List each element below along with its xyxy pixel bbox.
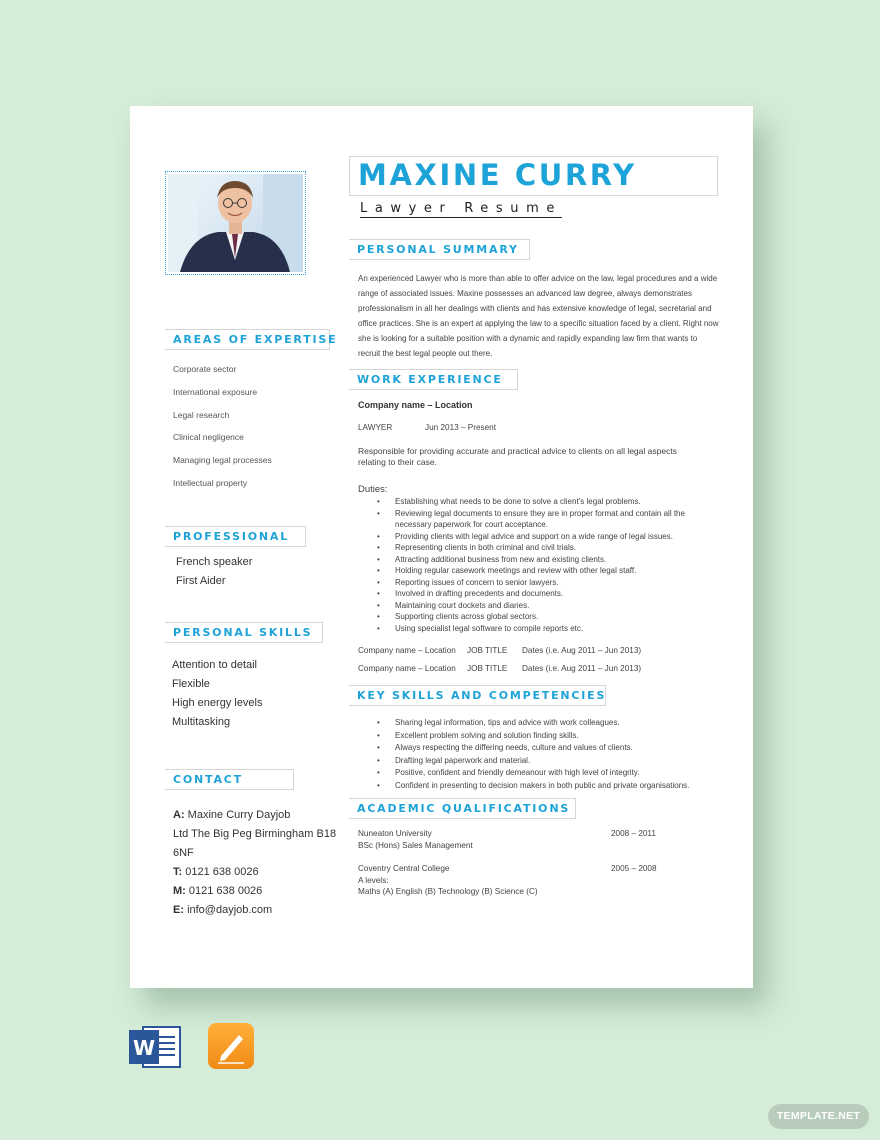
- list-item: • Sharing legal information, tips and advice with work colleagues.: [358, 717, 718, 730]
- other-job-dates: Dates (i.e. Aug 2011 – Jun 2013): [522, 664, 642, 673]
- key-skills-list: [358, 717, 718, 793]
- personal-skills-list: [172, 658, 263, 734]
- profile-photo-frame: [165, 171, 306, 275]
- tel-value: 0121 638 0026: [185, 866, 259, 878]
- list-item: • Attracting additional business from new and existing clients.: [358, 554, 708, 566]
- list-item: Multitasking: [172, 716, 231, 728]
- work-company: Company name – Location: [358, 400, 473, 410]
- work-responsibility: Responsible for providing accurate and practical advice to clients on all legal aspects relating to their case.: [358, 446, 677, 467]
- personal-summary-text: An experienced Lawyer who is more than able to offer advice on the law, legal procedures and a wide range of associated issues. Maxine possesses an advanced law degree, always demonstrates professionalism in all her dealings with clients and has extensive knowledge of legal, secretarial and office practices. She is an expert at applying the law to a specific situation faced by a client. Right now she is looking for a suitable position with a dynamic and rapidly expanding law firm that wants to recruit the best legal people out there.: [358, 274, 719, 358]
- resume-page: [130, 106, 753, 988]
- list-item: Attention to detail: [172, 659, 258, 671]
- list-item: • Reviewing legal documents to ensure they are in proper format and contain all the necessary paperwork for court acceptance.: [358, 508, 708, 531]
- list-item: Legal research: [173, 409, 230, 420]
- list-item: • Excellent problem solving and solution finding skills.: [358, 730, 718, 743]
- contact-details: [173, 806, 343, 920]
- list-item: • Involved in drafting precedents and documents.: [358, 588, 708, 600]
- svg-text:W: W: [132, 1036, 156, 1060]
- list-item: French speaker: [176, 556, 253, 568]
- list-item: Managing legal processes: [173, 455, 272, 466]
- list-item: • Representing clients in both criminal and civil trials.: [358, 542, 708, 554]
- list-item: International exposure: [173, 386, 258, 397]
- work-experience-heading: WORK EXPERIENCE: [349, 369, 518, 390]
- list-item: Flexible: [172, 678, 210, 690]
- duties-list: [358, 496, 708, 634]
- pages-icon[interactable]: [208, 1023, 254, 1069]
- areas-of-expertise-heading: AREAS OF EXPERTISE: [165, 329, 330, 350]
- pen-icon: [208, 1023, 254, 1069]
- list-item: Clinical negligence: [173, 432, 244, 443]
- address-line-3: 6NF: [173, 847, 194, 859]
- school-dates: 2005 – 2008: [611, 864, 657, 873]
- mobile-label: M:: [173, 885, 186, 897]
- duties-label: Duties:: [358, 484, 388, 495]
- professional-list: [176, 555, 252, 593]
- list-item: • Always respecting the differing needs, culture and values of clients.: [358, 742, 718, 755]
- template-net-badge[interactable]: TEMPLATE.NET: [768, 1104, 869, 1129]
- school-detail: BSc (Hons) Sales Management: [358, 841, 473, 850]
- list-item: • Drafting legal paperwork and material.: [358, 755, 718, 768]
- list-item: • Using specialist legal software to compile reports etc.: [358, 623, 708, 635]
- list-item: • Providing clients with legal advice and support on a wide range of legal issues.: [358, 531, 708, 543]
- word-icon[interactable]: [129, 1025, 181, 1069]
- resume-subtitle: Lawyer Resume: [360, 201, 562, 216]
- other-job-row-clipped: [358, 664, 718, 673]
- other-job-title: JOB TITLE: [467, 664, 508, 673]
- school-detail-2: Maths (A) English (B) Technology (B) Science (C): [358, 887, 538, 896]
- other-job-company: Company name – Location: [358, 664, 456, 673]
- other-job-dates: Dates (i.e. Aug 2011 – Jun 2013): [522, 646, 642, 655]
- profile-photo: [168, 174, 303, 272]
- list-item: • Holding regular casework meetings and review with other legal staff.: [358, 565, 708, 577]
- mobile-value: 0121 638 0026: [188, 885, 263, 897]
- work-dates: Jun 2013 – Present: [425, 423, 497, 432]
- address-label: A:: [173, 809, 185, 821]
- list-item: • Supporting clients across global sectors.: [358, 611, 708, 623]
- list-item: • Reporting issues of concern to senior lawyers.: [358, 577, 708, 589]
- academic-qualifications-heading: ACADEMIC QUALIFICATIONS: [349, 798, 576, 819]
- person-illustration: [168, 174, 303, 272]
- email-label: E:: [173, 904, 184, 916]
- list-item: First Aider: [176, 575, 226, 587]
- key-skills-heading: KEY SKILLS AND COMPETENCIES: [349, 685, 606, 706]
- work-role: LAWYER: [358, 423, 393, 432]
- list-item: • Confident in presenting to decision makers in both public and private organisations.: [358, 780, 718, 793]
- list-item: • Establishing what needs to be done to solve a client’s legal problems.: [358, 496, 708, 508]
- school-name: Nuneaton University: [358, 829, 432, 838]
- list-item: Intellectual property: [173, 477, 248, 488]
- list-item: High energy levels: [172, 697, 263, 709]
- school-detail: A levels:: [358, 876, 389, 885]
- other-job-company: Company name – Location: [358, 646, 456, 655]
- other-job-title: JOB TITLE: [467, 646, 508, 655]
- tel-label: T:: [173, 866, 183, 878]
- email-value: info@dayjob.com: [187, 904, 273, 916]
- address-line-2: Ltd The Big Peg Birmingham B18: [173, 828, 337, 840]
- list-item: Corporate sector: [173, 364, 237, 374]
- school-name: Coventry Central College: [358, 864, 450, 873]
- school-dates: 2008 – 2011: [611, 829, 656, 838]
- contact-heading: CONTACT: [165, 769, 294, 790]
- candidate-name: MAXINE CURRY: [358, 158, 637, 192]
- list-item: • Maintaining court dockets and diaries.: [358, 600, 708, 612]
- professional-heading: PROFESSIONAL: [165, 526, 306, 547]
- list-item: • Positive, confident and friendly demeanour with high level of integrity.: [358, 767, 718, 780]
- expertise-list: [173, 364, 272, 501]
- personal-skills-heading: PERSONAL SKILLS: [165, 622, 323, 643]
- address-line-1: Maxine Curry Dayjob: [187, 809, 291, 821]
- personal-summary-heading: PERSONAL SUMMARY: [349, 239, 530, 260]
